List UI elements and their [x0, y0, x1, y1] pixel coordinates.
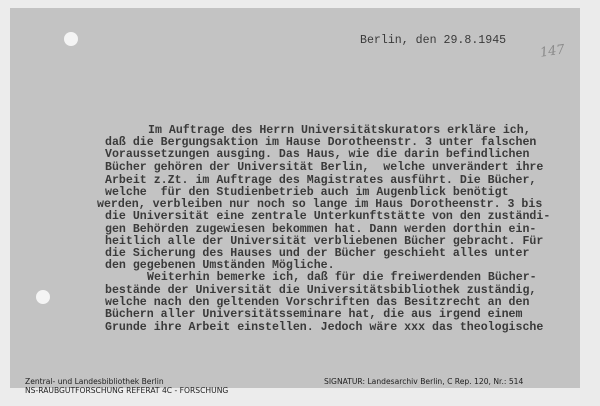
text-line: gen Behörden zugewiesen bekommen hat. Dann werden dorthin ein- — [105, 223, 537, 236]
folio-number: 147 — [539, 42, 566, 61]
text-line: bestände der Universität die Universitätsbibliothek zuständig, — [105, 284, 537, 297]
text-line: Büchern aller Universitätsseminare hat, die aus irgend einem — [105, 308, 523, 321]
footer-department: NS-RAUBGUTFORSCHUNG REFERAT 4C - FORSCHUNG — [25, 386, 229, 395]
archive-footer — [0, 376, 600, 400]
text-line: werden, verbleiben nur noch so lange im Haus Dorotheenstr. 3 bis — [97, 198, 543, 211]
punch-hole — [36, 290, 50, 304]
text-line: Weiterhin bemerke ich, daß für die freiwerdenden Bücher- — [147, 271, 537, 284]
text-line: Im Auftrage des Herrn Universitätskurators erkläre ich, — [148, 124, 531, 137]
scan-margin — [580, 0, 600, 406]
text-line: Grunde ihre Arbeit einstellen. Jedoch wäre xxx das theologische — [105, 321, 544, 334]
text-line: Arbeit z.Zt. im Auftrage des Magistrates ausführt. Die Bücher, — [105, 174, 537, 187]
text-line: die Sicherung des Hauses und der Bücher geschieht alles unter — [105, 247, 530, 260]
text-line: die Universität eine zentrale Unterkunftstätte von den zuständi- — [105, 210, 551, 223]
footer-signature: SIGNATUR: Landesarchiv Berlin, C Rep. 120, Nr.: 514 — [324, 377, 524, 386]
punch-hole — [64, 32, 78, 46]
text-line: den gegebenen Umständen Mögliche. — [105, 259, 335, 272]
text-line: heitlich alle der Universität verbliebenen Bücher gebracht. Für — [105, 235, 544, 248]
text-line: Voraussetzungen ausging. Das Haus, wie die darin befindlichen — [105, 148, 530, 161]
text-line: Bücher gehören der Universität Berlin, welche unverändert ihre — [105, 161, 544, 174]
text-line: welche für den Studienbetrieb auch im Augenblick benötigt — [105, 186, 509, 199]
text-line: daß die Bergungsaktion im Hause Dorotheenstr. 3 unter falschen — [105, 136, 537, 149]
footer-institution: Zentral- und Landesbibliothek Berlin — [25, 377, 164, 386]
letter-date: Berlin, den 29.8.1945 — [360, 34, 507, 47]
text-line: welche nach den geltenden Vorschriften das Besitzrecht an den — [105, 296, 530, 309]
